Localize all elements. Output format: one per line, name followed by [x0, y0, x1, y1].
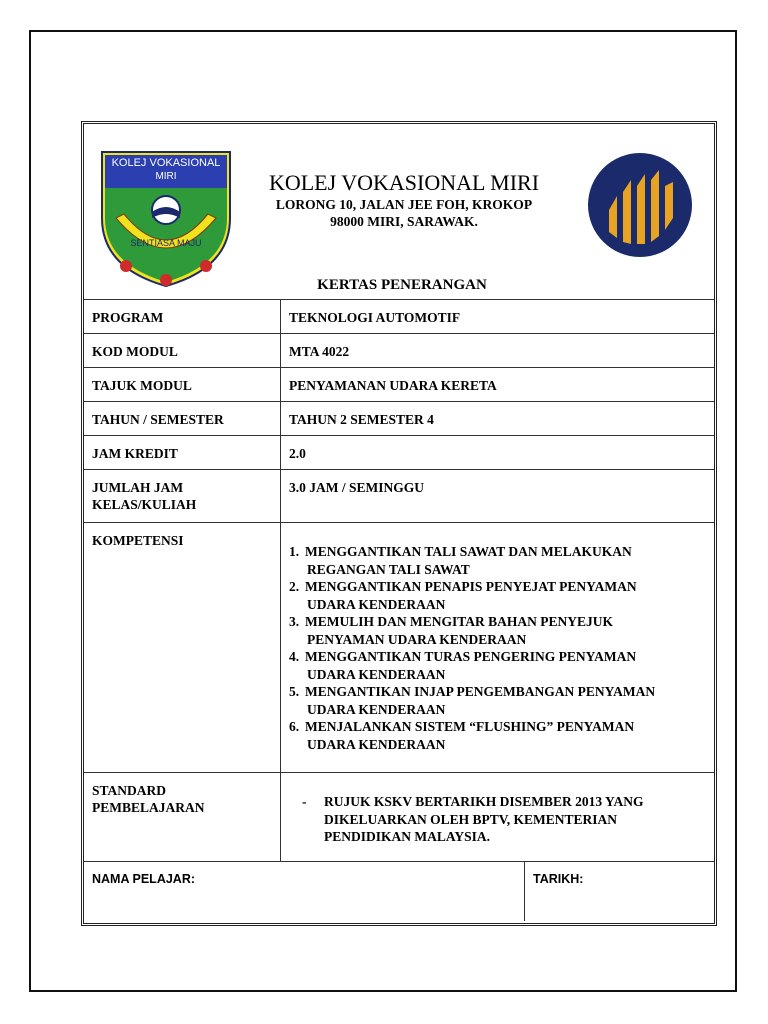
row-standard-pembelajaran: [84, 772, 714, 861]
column-divider: [280, 300, 281, 333]
standard-text: [302, 793, 702, 846]
label-kompetensi: KOMPETENSI: [92, 533, 184, 548]
value-jumlah-jam: 3.0 JAM / SEMINGGU: [289, 480, 424, 495]
list-item: 1. MENGGANTIKAN TALI SAWAT DAN MELAKUKAN REGANGAN TALI SAWAT: [289, 544, 632, 577]
column-divider: [280, 402, 281, 435]
label-tajuk-modul: TAJUK MODUL: [92, 378, 192, 393]
crest-motto-text: SENTIASA MAJU: [130, 238, 202, 248]
label-jumlah-jam-line2: KELAS/KULIAH: [92, 497, 197, 512]
row-tahun-semester: [84, 401, 714, 435]
address-line-1: LORONG 10, JALAN JEE FOH, KROKOP: [275, 197, 533, 212]
label-tarikh: TARIKH:: [533, 872, 584, 886]
list-item: 5. MENGANTIKAN INJAP PENGEMBANGAN PENYAMAN UDARA KENDERAAN: [289, 684, 656, 717]
address-line-2: 98000 MIRI, SARAWAK.: [330, 214, 478, 229]
label-kod-modul: KOD MODUL: [92, 344, 178, 359]
value-jam-kredit: 2.0: [289, 446, 306, 461]
value-tajuk-modul: PENYAMANAN UDARA KERETA: [289, 378, 497, 393]
label-standard-pembelajaran: [92, 782, 205, 816]
label-standard-line1: STANDARD: [92, 783, 167, 798]
row-kod-modul: [84, 333, 714, 367]
college-title-block: [254, 170, 554, 230]
crest-top-text: KOLEJ VOKASIONAL: [111, 157, 221, 169]
value-program: TEKNOLOGI AUTOMOTIF: [289, 310, 461, 325]
label-jumlah-jam-line1: JUMLAH JAM: [92, 480, 184, 495]
column-divider: [280, 368, 281, 401]
bullet-dash: -: [302, 794, 307, 809]
label-nama-pelajar: NAMA PELAJAR:: [92, 872, 196, 886]
label-tahun-semester: TAHUN / SEMESTER: [92, 412, 224, 427]
value-tahun-semester: TAHUN 2 SEMESTER 4: [289, 412, 434, 427]
form-header: [84, 124, 714, 299]
column-divider: [280, 470, 281, 522]
college-crest-logo: [96, 148, 236, 290]
label-jumlah-jam: [92, 479, 196, 513]
list-item: 3. MEMULIH DAN MENGITAR BAHAN PENYEJUK PENYAMAN UDARA KENDERAAN: [289, 614, 614, 647]
row-jam-kredit: [84, 435, 714, 469]
standard-reference: RUJUK KSKV BERTARIKH DISEMBER 2013 YANG DIKELUARKAN OLEH BPTV, KEMENTERIAN PENDIDIKAN MALAYSIA.: [324, 794, 644, 844]
row-kompetensi: [84, 522, 714, 772]
value-kod-modul: MTA 4022: [289, 344, 350, 359]
label-standard-line2: PEMBELAJARAN: [92, 800, 205, 815]
label-program: PROGRAM: [92, 310, 164, 325]
college-name: KOLEJ VOKASIONAL MIRI: [268, 170, 540, 195]
list-item: 6. MENJALANKAN SISTEM “FLUSHING” PENYAMAN UDARA KENDERAAN: [289, 719, 635, 752]
label-jam-kredit: JAM KREDIT: [92, 446, 178, 461]
row-jumlah-jam: [84, 469, 714, 522]
ministry-logo: [587, 152, 693, 258]
row-program: [84, 299, 714, 333]
form-table: [84, 299, 714, 921]
footer-divider: [524, 862, 525, 921]
document-type-title: KERTAS PENERANGAN: [317, 277, 487, 293]
document-form: [81, 121, 717, 926]
column-divider: [280, 334, 281, 367]
crest-mid-text: MIRI: [155, 171, 177, 182]
row-footer: [84, 861, 714, 921]
column-divider: [280, 523, 281, 772]
column-divider: [280, 436, 281, 469]
kompetensi-list: [289, 543, 709, 753]
row-tajuk-modul: [84, 367, 714, 401]
list-item: 4. MENGGANTIKAN TURAS PENGERING PENYAMAN UDARA KENDERAAN: [289, 649, 637, 682]
list-item: 2. MENGGANTIKAN PENAPIS PENYEJAT PENYAMAN UDARA KENDERAAN: [289, 579, 637, 612]
column-divider: [280, 773, 281, 861]
